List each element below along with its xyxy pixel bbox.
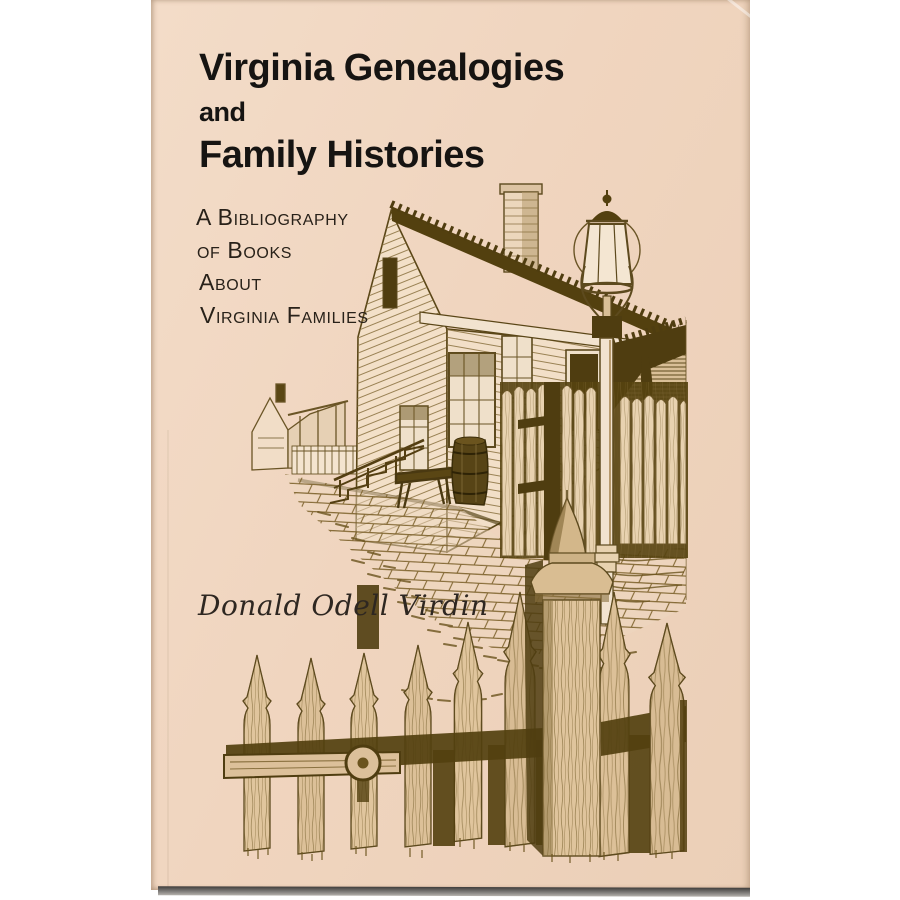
title-block — [199, 49, 564, 174]
title-line-2: and — [199, 97, 246, 127]
author-name: Donald Odell Virdin — [198, 589, 489, 622]
cover-crease — [167, 430, 169, 890]
subtitle-line-2: of Books — [197, 236, 292, 263]
subtitle-block — [196, 201, 369, 331]
subtitle-line-3: About — [199, 269, 262, 295]
subtitle-line-4: Virginia Families — [200, 301, 369, 328]
book-cover — [151, 0, 750, 890]
title-line-3: Family Histories — [199, 134, 485, 176]
book-page-edge-shadow — [158, 886, 750, 897]
title-line-1: Virginia Genealogies — [199, 47, 565, 89]
subtitle-line-1: A Bibliography — [196, 204, 349, 230]
